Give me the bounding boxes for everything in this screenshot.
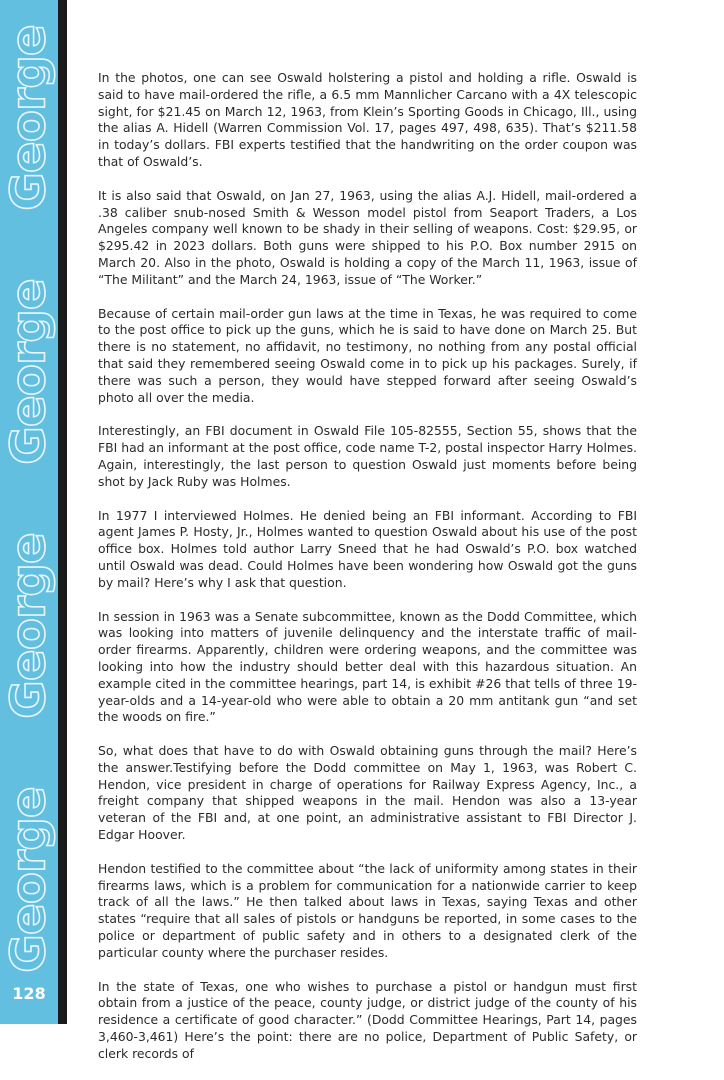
paragraph: Hendon testified to the committee about “the lack of uniformity among states in their firearms laws, which is a problem for communication for a nationwide carrier to keep track of all the laws.” He then talked about laws in Texas, saying Texas and other states “require that all sales of pistols or handguns be reported, in some cases to the police or department of public safety and in others to a designated clerk of the particular county where the purchaser resides. [98, 860, 637, 960]
paragraph: So, what does that have to do with Oswald obtaining guns through the mail? Here’s the answer.Testifying before the Dodd committee on May 1, 1963, was Robert C. Hendon, vice president in charge of operations for Railway Express Agency, Inc., a freight company that shipped weapons in the mail. Hendon was also a 13-year veteran of the FBI and, at one point, an administrative assistant to FBI Director J. Edgar Hoover. [98, 743, 637, 843]
sidebar-watermark-text: George [1, 533, 57, 719]
sidebar-watermark-text: George [1, 25, 57, 211]
paragraph: In the state of Texas, one who wishes to purchase a pistol or handgun must first obtain from a justice of the peace, county judge, or district judge of the county of his residence a certificate of good character.” (Dodd Committee Hearings, Part 14, pages 3,460-3,461) Here’s the point: there are no police, Department of Public Safety, or clerk records of [98, 978, 637, 1061]
paragraph: It is also said that Oswald, on Jan 27, 1963, using the alias A.J. Hidell, mail-ordered a .38 caliber snub-nosed Smith & Wesson model pistol from Seaport Traders, a Los Angeles company well known to be shady in their selling of weapons. Cost: $29.95, or $295.42 in 2023 dollars. Both guns were shipped to his P.O. Box number 2915 on March 20. Also in the photo, Oswald is holding a copy of the March 11, 1963, issue of “The Militant” and the March 24, 1963, issue of “The Worker.” [98, 187, 637, 287]
article-body [98, 70, 637, 1080]
sidebar-watermark-text: George [1, 279, 57, 465]
page-number: 128 [12, 984, 46, 1003]
paragraph: Interestingly, an FBI document in Oswald File 105-82555, Section 55, shows that the FBI had an informant at the post office, code name T-2, postal inspector Harry Holmes. Again, interestingly, the last person to question Oswald just moments before being shot by Jack Ruby was Holmes. [98, 423, 637, 489]
sidebar-watermark-text: George [1, 787, 57, 973]
sidebar-edge [58, 0, 67, 1024]
paragraph: In session in 1963 was a Senate subcommittee, known as the Dodd Committee, which was looking into matters of juvenile delinquency and the interstate traffic of mail-order firearms. Apparently, children were ordering weapons, and the committee was looking into how the industry should better deal with this hazardous situation. An example cited in the committee hearings, part 14, is exhibit #26 that tells of three 19-year-olds and a 14-year-old who were able to obtain a 20 mm antitank gun “and set the woods on fire.” [98, 608, 637, 725]
sidebar-band [0, 0, 58, 1024]
paragraph: In the photos, one can see Oswald holstering a pistol and holding a rifle. Oswald is said to have mail-ordered the rifle, a 6.5 mm Mannlicher Carcano with a 4X telescopic sight, for $21.45 on March 12, 1963, from Klein’s Sporting Goods in Chicago, Ill., using the alias A. Hidell (Warren Commission Vol. 17, pages 497, 498, 635). That’s $211.58 in today’s dollars. FBI experts testified that the handwriting on the order coupon was that of Oswald’s. [98, 70, 637, 169]
paragraph: In 1977 I interviewed Holmes. He denied being an FBI informant. According to FBI agent James P. Hosty, Jr., Holmes wanted to question Oswald about his use of the post office box. Holmes told author Larry Sneed that he had Oswald’s P.O. box watched until Oswald was dead. Could Holmes have been wondering how Oswald got the guns by mail? Here’s why I ask that question. [98, 507, 637, 590]
paragraph: Because of certain mail-order gun laws at the time in Texas, he was required to come to the post office to pick up the guns, which he is said to have done on March 25. But there is no statement, no affidavit, no testimony, no nothing from any postal official that said they remembered seeing Oswald come in to pick up his packages. Surely, if there was such a person, they would have stepped forward after seeing Oswald’s photo all over the media. [98, 305, 637, 405]
